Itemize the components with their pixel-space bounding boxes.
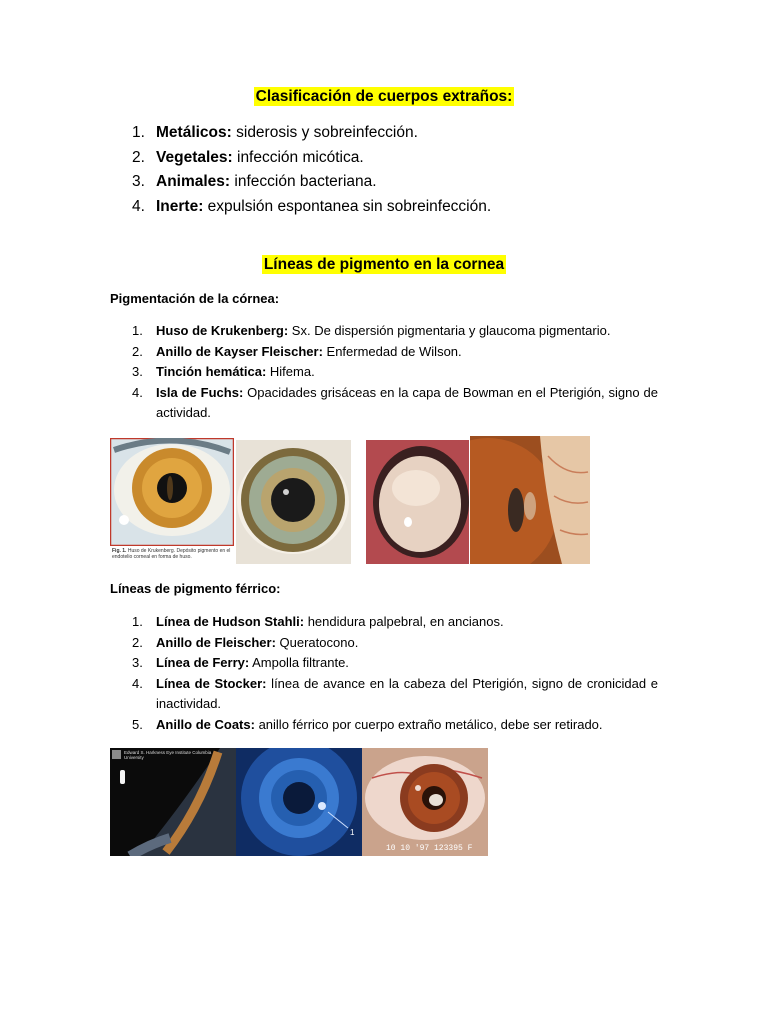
coats-ring-photo	[362, 748, 488, 856]
kayser-fleischer-ring-photo	[236, 440, 351, 564]
list-item: 4. Isla de Fuchs: Opacidades grisáceas en la capa de Bowman en el Pterigión, signo de actividad.	[132, 384, 658, 420]
list-item: 3. Animales: infección bacteriana.	[132, 173, 377, 190]
corneal-pigment-list	[110, 321, 658, 424]
list-item: 2. Anillo de Kayser Fleischer: Enfermedad de Wilson.	[132, 343, 462, 359]
krukenberg-spindle-photo	[110, 438, 234, 564]
ferric-pigment-list	[110, 612, 658, 735]
section3-subtitle: Líneas de pigmento férrico:	[110, 581, 281, 596]
list-item: 3. Línea de Ferry: Ampolla filtrante.	[132, 655, 349, 670]
photo-marker: 1	[350, 828, 355, 837]
fleischer-ring-photo	[236, 748, 362, 856]
photo-header-text: Edward S. Harkness Eye Institute Columbia University	[124, 750, 212, 760]
hudson-stahli-line-photo	[110, 748, 236, 856]
section2-title: Líneas de pigmento en la cornea	[263, 256, 505, 273]
list-item: 2. Anillo de Fleischer: Queratocono.	[132, 634, 359, 650]
list-item: 4. Línea de Stocker: línea de avance en la cabeza del Pterigión, signo de cronicidad e inactividad.	[132, 675, 658, 711]
list-item: 3. Tinción hemática: Hifema.	[132, 364, 315, 379]
list-item: 2. Vegetales: infección micótica.	[132, 148, 364, 166]
list-item: 4. Inerte: expulsión espontanea sin sobreinfección.	[132, 197, 492, 215]
hyphema-photo	[366, 440, 469, 564]
fuchs-island-photo	[470, 436, 590, 564]
photo-stamp: 10 10 '97 123395 F	[386, 844, 473, 853]
figure-caption: Fig. 1. Huso de Krukenberg. Depósito pigmento en el endotelio corneal en forma de huso.	[112, 548, 231, 560]
list-item: 1. Huso de Krukenberg: Sx. De dispersión pigmentaria y glaucoma pigmentario.	[132, 323, 611, 338]
list-item: 1. Línea de Hudson Stahli: hendidura palpebral, en ancianos.	[132, 614, 504, 629]
foreign-bodies-list	[110, 121, 670, 219]
section2-subtitle: Pigmentación de la córnea:	[110, 291, 280, 306]
list-item: 5. Anillo de Coats: anillo férrico por cuerpo extraño metálico, debe ser retirado.	[132, 716, 603, 732]
list-item: 1. Metálicos: siderosis y sobreinfección.	[132, 124, 418, 141]
section1-title: Clasificación de cuerpos extraños:	[255, 88, 513, 105]
